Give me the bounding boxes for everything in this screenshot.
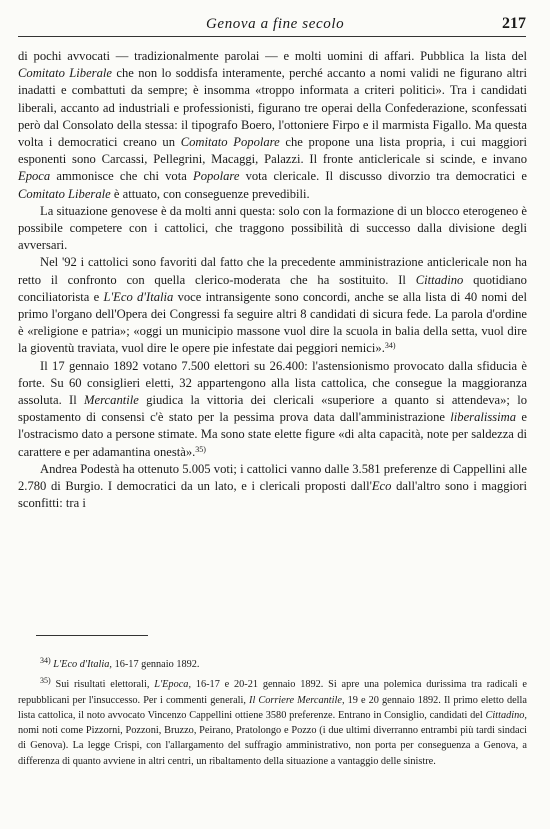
page-number: 217 — [502, 15, 526, 32]
paragraph: Il 17 gennaio 1892 votano 7.500 elettori su 26.400: l'astensionismo provocato dalla sfiducia è forte. Su 60 consiglieri eletti, 32 appartengono alla lista cattolica, che consegue la maggioranza assoluta. Il Mercantile giudica la vittoria dei clericali «superiore a quanto si attendeva»; lo spostamento di consensi c'è stato per la pessima prova data dall'amministrazione liberalissima e l'ostracismo dato a persone stimate. Ma sono state elette figure «di alta capacità, note per saldezza di carattere e per adamantina onestà».$^{35)}$ — [18, 358, 527, 459]
italic-run: L'Epoca, — [154, 679, 192, 691]
italic-run: Mercantile — [84, 393, 139, 408]
body-text — [18, 48, 527, 512]
italic-run: Comitato Liberale — [18, 66, 112, 81]
footnotes — [18, 657, 527, 769]
footnote-separator — [36, 635, 148, 636]
footnote-34: $^{34)}$ L'Eco d'Italia, 16-17 gennaio 1892. — [40, 656, 200, 670]
italic-run: Cittadino — [415, 272, 464, 287]
italic-run: Cittadino, — [485, 709, 527, 721]
italic-run: Eco — [371, 479, 392, 494]
footnote-marker: 34) — [40, 656, 51, 665]
paragraph: Nel '92 i cattolici sono favoriti dal fatto che la precedente amministrazione anticlericale non ha retto il confronto con quella clerico-moderata che ha sostituito. Il Cittadino quotidiano conciliatorista e L'Eco d'Italia voce intransigente sono concordi, anche se alla lista di 40 nomi del primo l'organo dell'Opera dei Congressi fa seguire altri 8 candidati di sicura fede. La parola d'ordine è «religione e patria»; «oggi un municipio massone vuol dire la scuola in balia della setta, vuol dire la gioventù traviata, vuol dire le opere pie infestate dai peggiori nemici».$^{34)}$ — [18, 255, 527, 356]
italic-run: L'Eco d'Italia — [103, 289, 174, 304]
footnote-35: $^{35)}$ Sui risultati elettorali, L'Epoca, 16-17 e 20-21 gennaio 1892. Si apre una polemica durissima tra radicali e repubblicani per l'insuccesso. Per i commenti generali, Il Corriere Mercantile, 19 e 20 gennaio 1892. Il primo eletto della lista cattolica, il noto avvocato Vincenzo Cappellini ottiene 3580 preferenze. Entrano in Consiglio, candidati del Cittadino, nomi noti come Pizzorni, Pozzoni, Bruzzo, Peirano, Pratolongo e Pozzo (i due ultimi diverranno entrambi più tardi sindaci di Genova). La legge Crispi, con l'allargamento del suffragio amministrativo, non porta per conseguenza a Genova, a differenza di quanto avviene in altri centri, un ribaltamento della situazione a vantaggio delle sinistre. — [18, 676, 527, 767]
italic-run: Popolare — [193, 169, 240, 184]
paragraph: di pochi avvocati — tradizionalmente parolai — e molti uomini di affari. Pubblica la lista del Comitato Liberale che non lo soddisfa interamente, perché accanto a nomi validi ne figurano altri inadatti e combattuti da sempre; è insomma «troppo informata a criteri politici». Tra i candidati liberali, accanto ad industriali e professionisti, figurano tre operai della Confederazione, sconfessati però dal Consolato della stessa: il tipografo Boero, l'ottoniere Firpo e il marmista Figallo. Ma questa volta i democratici creano un Comitato Popolare che propone una lista propria, i cui maggiori esponenti sono Carcassi, Pellegrini, Macaggi, Palazzi. Il fronte anticlericale si scinde, e invano Epoca ammonisce che chi vota Popolare vota clericale. Il discusso divorzio tra democratici e Comitato Liberale è attuato, con conseguenze prevedibili. — [18, 49, 527, 201]
italic-run: L'Eco d'Italia, — [53, 659, 112, 670]
running-title: Genova a fine secolo — [206, 16, 345, 32]
paragraph: Andrea Podestà ha ottenuto 5.005 voti; i cattolici vanno dalle 3.581 preferenze di Cappellini alle 2.780 di Burgio. I democratici da un lato, e i clericali proposti dall'Eco dall'altro sono i maggiori sconfitti: tra i — [18, 461, 527, 511]
italic-run: Comitato Liberale — [18, 186, 111, 201]
italic-run: Comitato Popolare — [180, 135, 280, 150]
page-header — [18, 14, 526, 37]
footnote-marker: 35) — [195, 444, 206, 454]
italic-run: liberalissima — [450, 410, 517, 425]
paragraph: La situazione genovese è da molti anni questa: solo con la formazione di un blocco eterogeneo è possibile competere con i cattolici, che traggono possibilità di successo dalla divisione degli avversari. — [18, 203, 527, 253]
footnote-marker: 35) — [40, 676, 51, 686]
italic-run: Epoca — [18, 169, 51, 184]
italic-run: Il Corriere Mercantile, — [249, 694, 345, 706]
footnote-marker: 34) — [384, 341, 396, 351]
